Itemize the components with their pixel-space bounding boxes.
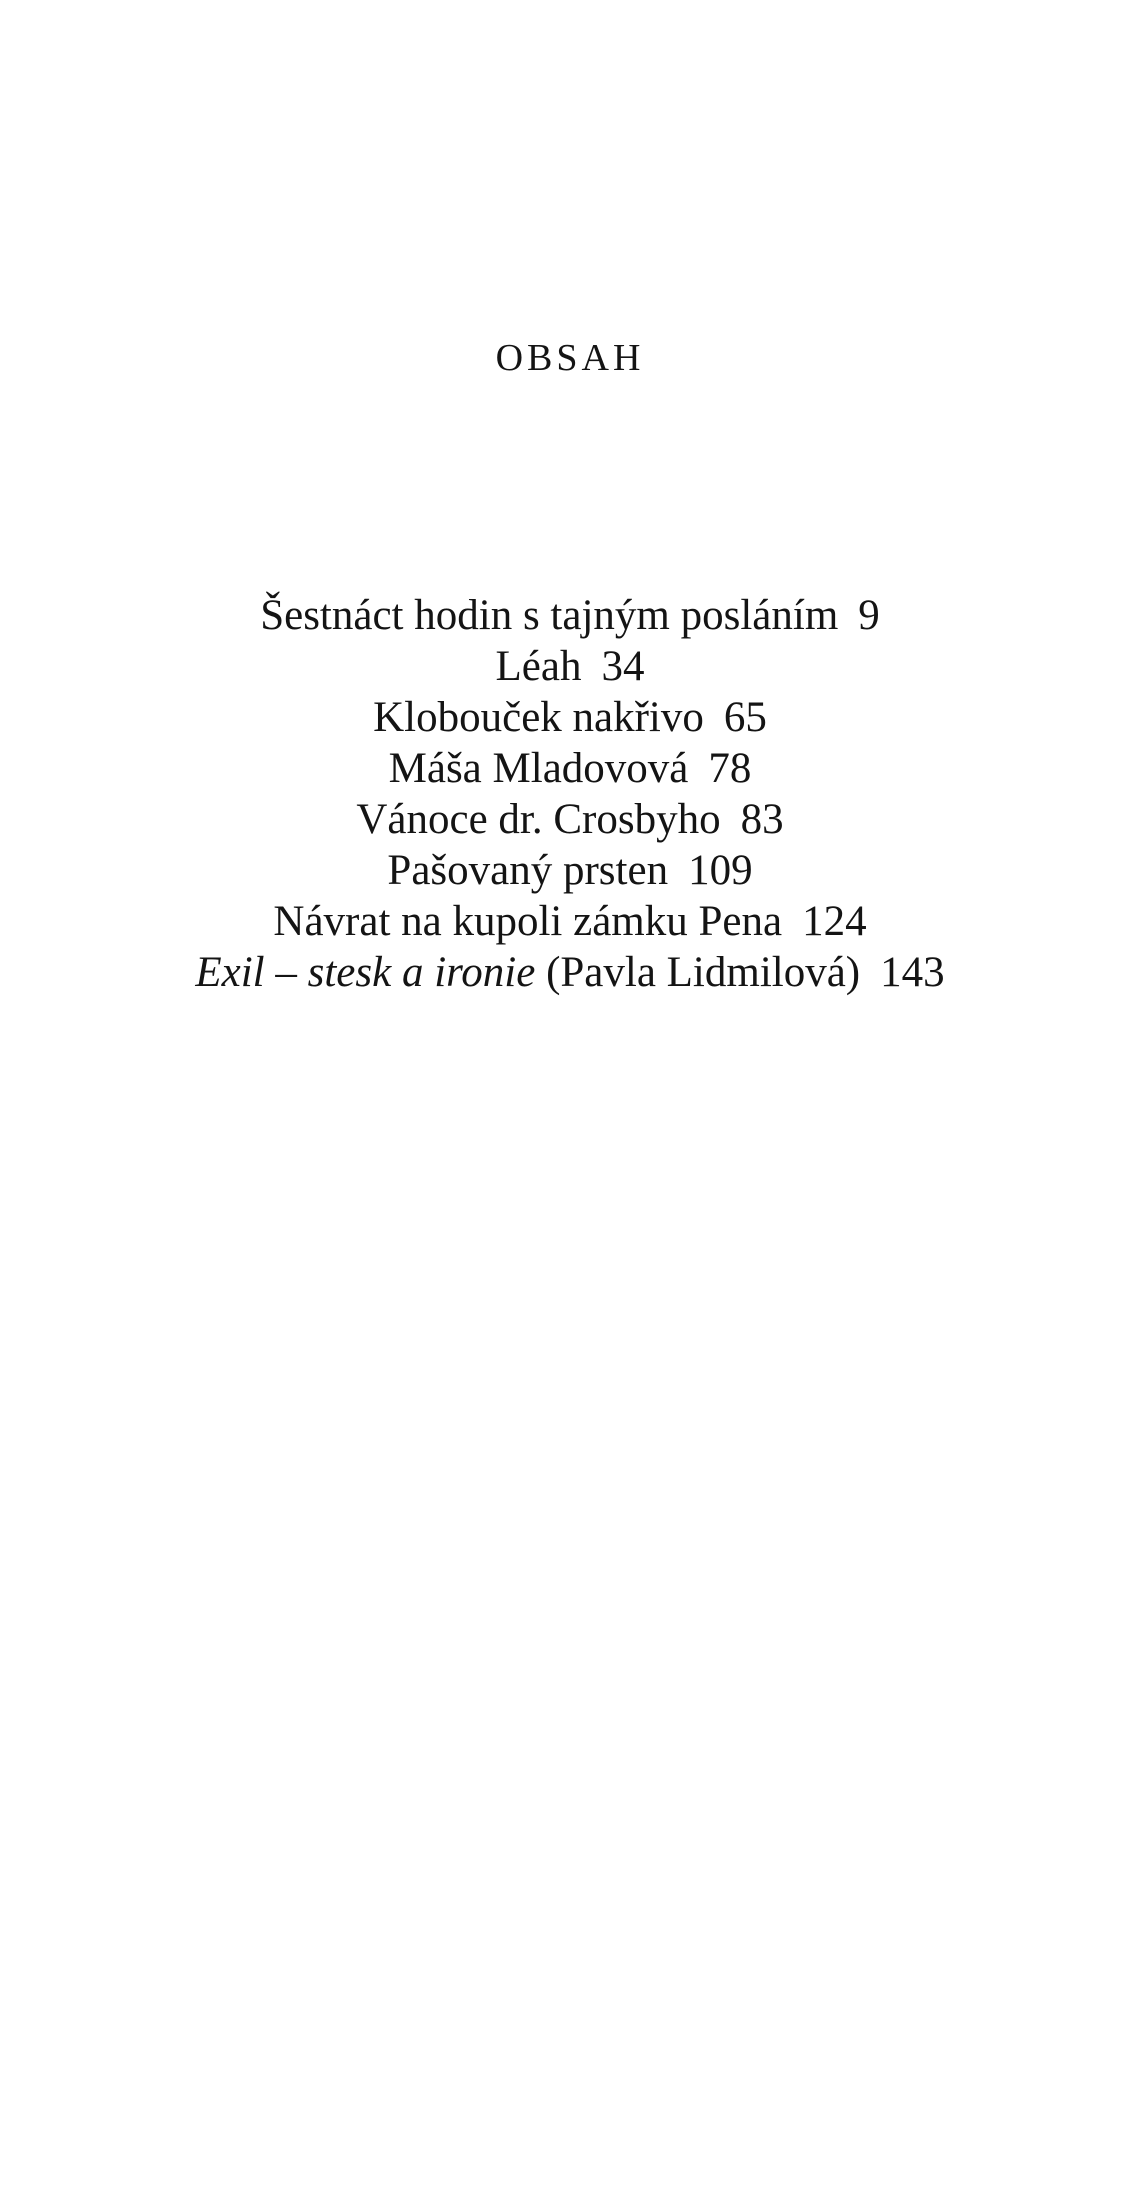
toc-entry-page: 65: [723, 694, 767, 741]
toc-entry-title: Klobouček nakřivo: [373, 694, 704, 741]
toc-entry-page: 109: [688, 847, 753, 894]
toc-entry-page: 124: [802, 898, 867, 945]
toc-entry: [0, 743, 1140, 794]
toc-entry-title: Pašovaný prsten: [387, 847, 669, 894]
toc-entry: [0, 692, 1140, 743]
toc-entry-page: 78: [708, 745, 752, 792]
toc-entry-title: Máša Mladovová: [388, 745, 689, 792]
toc-heading: OBSAH: [495, 337, 645, 379]
toc-entry-page: 34: [601, 643, 645, 690]
toc-entry-title: Vánoce dr. Crosbyho: [356, 796, 721, 843]
toc-entry: [0, 896, 1140, 947]
toc-entry-page: 83: [740, 796, 784, 843]
toc-entry-page: 9: [858, 592, 880, 639]
toc-entry: [0, 641, 1140, 692]
toc-entry: [0, 794, 1140, 845]
table-of-contents: [0, 590, 1140, 998]
toc-entry: [0, 845, 1140, 896]
toc-entry-title: Exil – stesk a ironie: [195, 949, 536, 996]
toc-entry-author: (Pavla Lidmilová): [546, 949, 861, 996]
toc-entry: [0, 590, 1140, 641]
toc-entry-title: Léah: [495, 643, 582, 690]
toc-entry-page: 143: [880, 949, 945, 996]
toc-entry: [0, 947, 1140, 998]
toc-entry-title: Návrat na kupoli zámku Pena: [273, 898, 783, 945]
toc-entry-title: Šestnáct hodin s tajným posláním: [260, 592, 839, 639]
